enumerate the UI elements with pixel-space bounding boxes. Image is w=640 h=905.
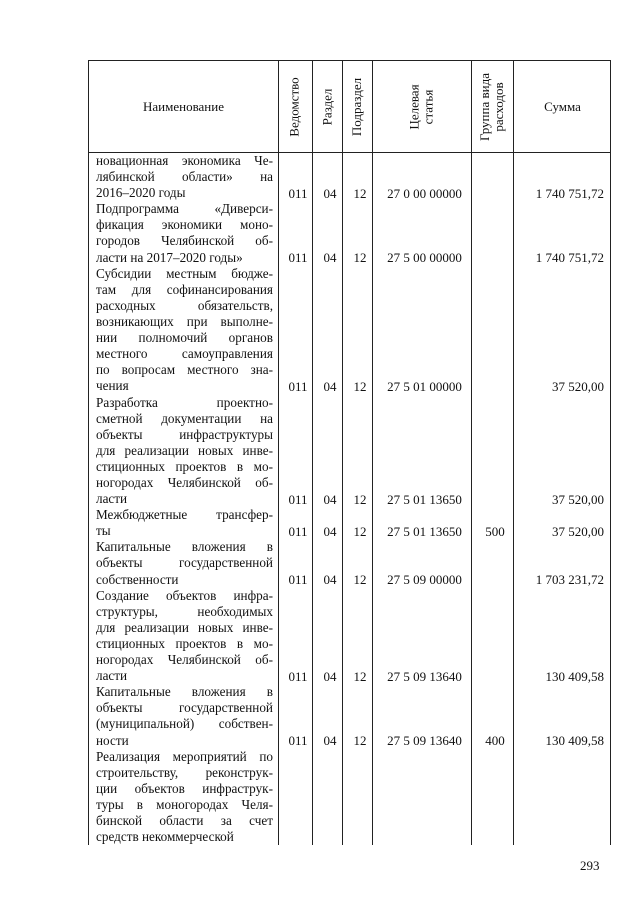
row-razdel: 04 — [323, 185, 337, 201]
row-name-line: ции объектов инфраструк- — [96, 780, 273, 796]
column-divider — [513, 61, 514, 845]
header-celevaya-line1: Целевая — [406, 83, 422, 130]
header-vedomstvo — [278, 61, 312, 152]
row-name-line: там для софинансирования — [96, 281, 273, 297]
header-razdel — [312, 61, 342, 152]
row-summa: 37 520,00 — [552, 491, 604, 507]
row-name-line: местного самоуправления — [96, 346, 273, 362]
row-name-line: городов Челябинской об- — [96, 233, 273, 249]
row-vedomstvo: 011 — [288, 668, 308, 684]
row-name — [96, 684, 273, 748]
row-name-line: стиционных проектов в мо- — [96, 458, 273, 474]
header-razdel-label: Раздел — [319, 88, 334, 125]
row-summa: 37 520,00 — [552, 523, 604, 539]
row-name — [96, 749, 273, 846]
row-name-line: ногородах Челябинской об- — [96, 652, 273, 668]
header-podrazdel-label: Подраздел — [349, 77, 365, 136]
row-name-line: чения — [96, 378, 129, 394]
row-vedomstvo: 011 — [288, 378, 308, 394]
row-vedomstvo: 011 — [288, 250, 308, 266]
row-name-line: расходных обязательств, — [96, 297, 273, 313]
row-vedomstvo: 011 — [288, 733, 308, 749]
row-razdel: 04 — [323, 733, 337, 749]
row-celevaya: 27 5 01 13650 — [387, 523, 462, 539]
column-divider — [312, 61, 313, 845]
header-celevaya-label — [407, 84, 435, 129]
row-name-line: Межбюджетные трансфер- — [96, 507, 273, 523]
row-razdel: 04 — [323, 523, 337, 539]
row-name-line: ласти — [96, 668, 128, 684]
row-name-line: ногородах Челябинской об- — [96, 474, 273, 490]
row-gruppa: 400 — [485, 733, 505, 749]
column-divider — [278, 61, 279, 845]
row-name-line: собственности — [96, 571, 179, 587]
row-name-line: туры в моногородах Челя- — [96, 796, 273, 812]
row-name-line: Реализация мероприятий по — [96, 748, 273, 764]
row-name — [96, 395, 273, 508]
row-vedomstvo: 011 — [288, 523, 308, 539]
header-summa — [513, 61, 612, 152]
row-name-line: по вопросам местного зна- — [96, 362, 273, 378]
column-divider — [471, 61, 472, 845]
row-name-line: Субсидии местным бюдже- — [96, 265, 273, 281]
row-name-line: фикация экономики моно- — [96, 217, 273, 233]
row-vedomstvo: 011 — [288, 185, 308, 201]
row-name-line: структуры, необходимых — [96, 603, 273, 619]
row-vedomstvo: 011 — [288, 491, 308, 507]
header-celevaya — [372, 61, 471, 152]
row-podrazdel: 12 — [353, 250, 367, 266]
column-divider — [372, 61, 373, 845]
row-vedomstvo: 011 — [288, 572, 308, 588]
header-name-label: Наименование — [143, 98, 224, 114]
row-name-line: Разработка проектно- — [96, 394, 273, 410]
header-vedomstvo-label: Ведомство — [287, 76, 302, 137]
row-name-line: объекты государственной — [96, 700, 273, 716]
budget-table — [88, 60, 611, 845]
header-celevaya-line2: статья — [420, 89, 436, 124]
row-name — [96, 153, 273, 201]
row-razdel: 04 — [323, 668, 337, 684]
row-name-line: лябинской области» на — [96, 169, 273, 185]
row-summa: 130 409,58 — [545, 668, 604, 684]
row-name-line: Подпрограмма «Диверси- — [96, 201, 273, 217]
row-razdel: 04 — [323, 572, 337, 588]
row-name — [96, 588, 273, 685]
row-name-line: строительству, реконструк- — [96, 764, 273, 780]
row-name-line: ности — [96, 732, 129, 748]
row-name-line: Создание объектов инфра- — [96, 587, 273, 603]
row-name — [96, 201, 273, 265]
row-podrazdel: 12 — [353, 668, 367, 684]
row-name-line: объекты инфраструктуры — [96, 426, 273, 442]
header-name — [89, 61, 278, 152]
row-podrazdel: 12 — [353, 523, 367, 539]
header-gruppa-line1: Группа вида — [477, 72, 493, 141]
row-name-line: бинской области за счет — [96, 813, 273, 829]
row-summa: 1 740 751,72 — [535, 250, 604, 266]
row-podrazdel: 12 — [353, 378, 367, 394]
row-summa: 1 740 751,72 — [535, 185, 604, 201]
row-name-line: новационная экономика Че- — [96, 153, 273, 168]
row-podrazdel: 12 — [353, 733, 367, 749]
header-gruppa — [471, 61, 513, 152]
header-gruppa-label — [478, 73, 506, 141]
row-name-line: ласти на 2017–2020 годы» — [96, 249, 243, 265]
row-name-line: для реализации новых инве- — [96, 442, 273, 458]
row-name — [96, 507, 273, 539]
row-name — [96, 539, 273, 587]
row-name-line: ты — [96, 523, 111, 539]
row-celevaya: 27 5 09 13640 — [387, 668, 462, 684]
row-name-line: нии полномочий органов — [96, 330, 273, 346]
row-celevaya: 27 5 01 13650 — [387, 491, 462, 507]
row-name-line: средств некоммерческой — [96, 829, 234, 845]
row-name — [96, 266, 273, 395]
row-summa: 130 409,58 — [545, 733, 604, 749]
row-razdel: 04 — [323, 491, 337, 507]
row-celevaya: 27 0 00 00000 — [387, 185, 462, 201]
row-name-line: стиционных проектов в мо- — [96, 635, 273, 651]
row-podrazdel: 12 — [353, 572, 367, 588]
row-celevaya: 27 5 00 00000 — [387, 250, 462, 266]
row-name-line: сметной документации на — [96, 410, 273, 426]
header-summa-label: Сумма — [544, 98, 581, 114]
row-podrazdel: 12 — [353, 491, 367, 507]
row-name-line: возникающих при выполне- — [96, 313, 273, 329]
row-name-line: ласти — [96, 491, 128, 507]
row-name-line: Капитальные вложения в — [96, 684, 273, 700]
row-summa: 1 703 231,72 — [535, 572, 604, 588]
row-name-line: объекты государственной — [96, 555, 273, 571]
row-celevaya: 27 5 09 13640 — [387, 733, 462, 749]
header-gruppa-line2: расходов — [491, 81, 507, 132]
row-name-line: (муниципальной) собствен- — [96, 716, 273, 732]
row-summa: 37 520,00 — [552, 378, 604, 394]
row-gruppa: 500 — [485, 523, 505, 539]
row-name-line: Капитальные вложения в — [96, 539, 273, 555]
row-podrazdel: 12 — [353, 185, 367, 201]
page-number: 293 — [580, 858, 600, 873]
row-name-line: 2016–2020 годы — [96, 185, 186, 201]
row-razdel: 04 — [323, 378, 337, 394]
row-name-line: для реализации новых инве- — [96, 619, 273, 635]
column-divider — [342, 61, 343, 845]
header-podrazdel — [342, 61, 372, 152]
row-celevaya: 27 5 09 00000 — [387, 572, 462, 588]
row-celevaya: 27 5 01 00000 — [387, 378, 462, 394]
row-razdel: 04 — [323, 250, 337, 266]
